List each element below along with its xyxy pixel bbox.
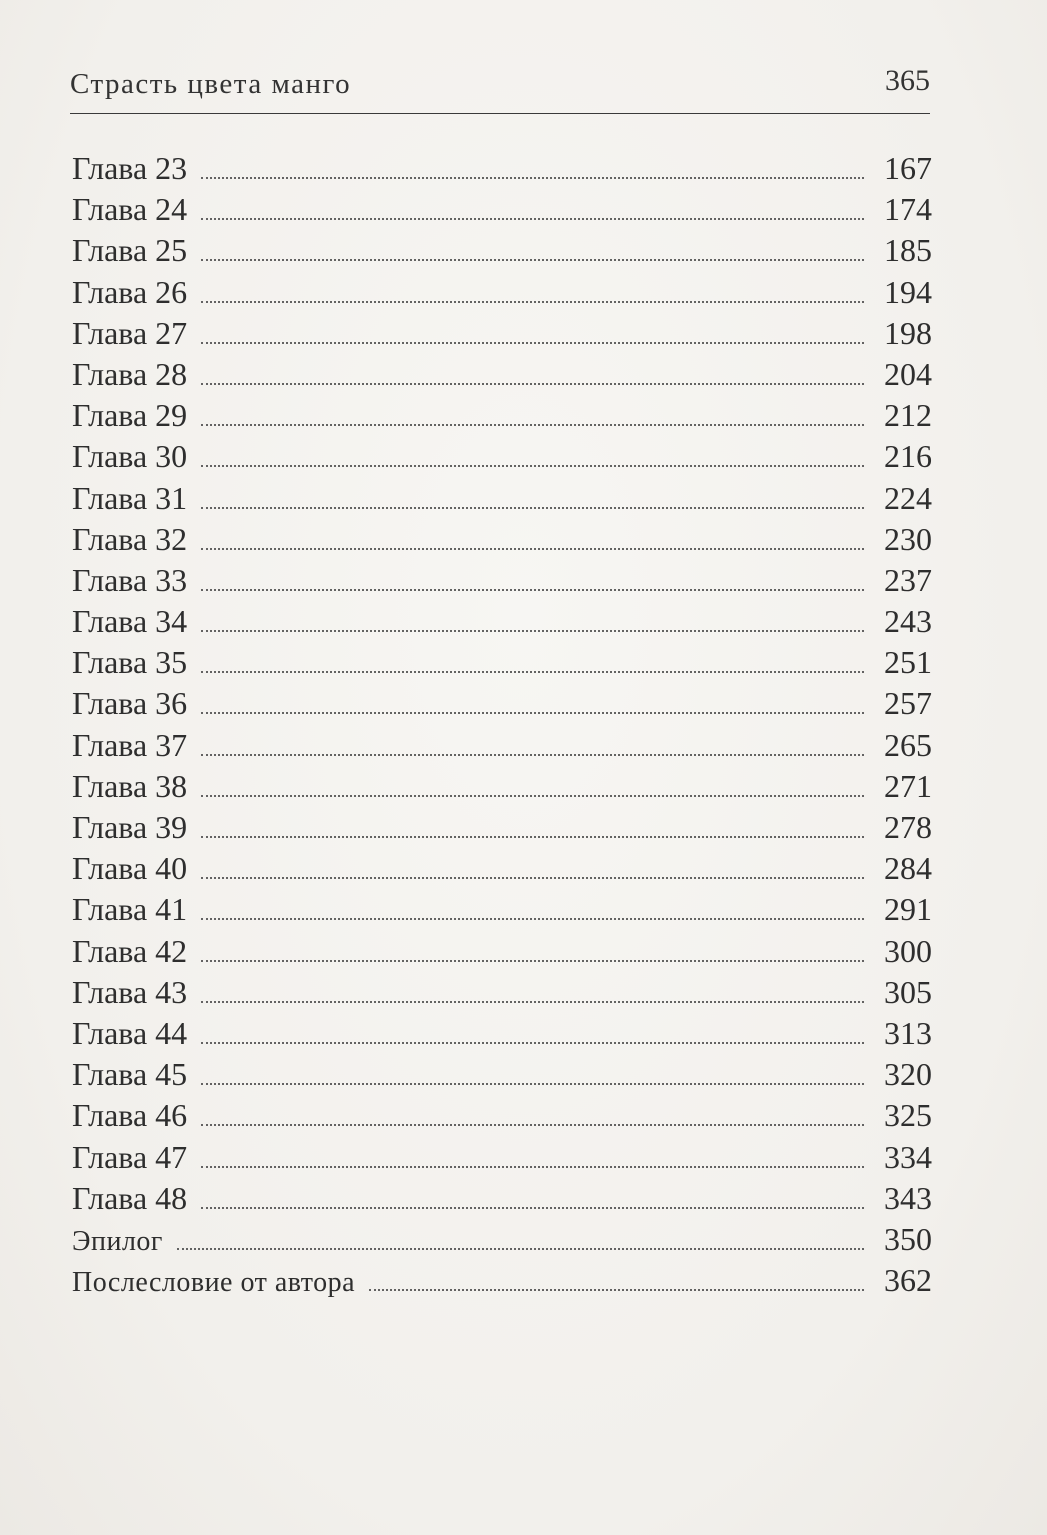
toc-entry-page: 320 [884, 1056, 932, 1093]
toc-entry-page: 265 [884, 726, 932, 763]
toc-entry-page: 334 [884, 1138, 932, 1175]
dot-leader [201, 1166, 864, 1168]
toc-entry [72, 313, 932, 354]
toc-entry [72, 725, 932, 766]
dot-leader [177, 1248, 864, 1250]
toc-entry [72, 436, 932, 477]
toc-entry [72, 642, 932, 683]
toc-entry-label: Глава 38 [72, 767, 188, 804]
toc-entry-label: Глава 27 [72, 314, 188, 351]
dot-leader [201, 836, 864, 838]
toc-entry-label: Глава 41 [72, 891, 188, 928]
dot-leader [201, 507, 864, 509]
toc-entry [72, 683, 932, 724]
toc-entry [72, 931, 932, 972]
dot-leader [201, 1124, 864, 1126]
toc-entry-label: Глава 33 [72, 561, 188, 598]
toc-entry-label: Глава 35 [72, 644, 188, 681]
dot-leader [201, 671, 864, 673]
toc-entry-label: Глава 24 [72, 191, 188, 228]
toc-entry-page: 305 [884, 973, 932, 1010]
toc-entry-label: Глава 46 [72, 1097, 188, 1134]
dot-leader [201, 918, 864, 920]
toc-entry-label: Глава 25 [72, 232, 188, 269]
toc-entry [72, 1219, 932, 1260]
toc-entry [72, 1137, 932, 1178]
toc-entry [72, 148, 932, 189]
toc-entry-page: 212 [884, 397, 932, 434]
dot-leader [369, 1289, 864, 1291]
dot-leader [201, 177, 864, 179]
toc-entry-page: 291 [884, 891, 932, 928]
toc-entry [72, 766, 932, 807]
toc-entry-page: 230 [884, 520, 932, 557]
toc-entry-label: Глава 45 [72, 1056, 188, 1093]
toc-entry [72, 1054, 932, 1095]
toc-entry-page: 313 [884, 1014, 932, 1051]
toc-entry-page: 224 [884, 479, 932, 516]
toc-entry-page: 204 [884, 355, 932, 392]
header-rule [70, 113, 930, 114]
dot-leader [201, 342, 864, 344]
toc-entry-label: Глава 26 [72, 273, 188, 310]
dot-leader [201, 1207, 864, 1209]
page-number: 365 [885, 64, 930, 97]
toc-entry-label: Глава 43 [72, 973, 188, 1010]
toc-entry [72, 354, 932, 395]
dot-leader [201, 960, 864, 962]
dot-leader [201, 259, 864, 261]
toc-entry-page: 243 [884, 603, 932, 640]
running-head [70, 64, 930, 108]
toc-entry-page: 257 [884, 685, 932, 722]
toc-entry-label: Послесловие от автора [72, 1267, 356, 1299]
toc-entry-label: Глава 36 [72, 685, 188, 722]
toc-entry [72, 1178, 932, 1219]
toc-entry-page: 300 [884, 932, 932, 969]
toc-entry [72, 848, 932, 889]
toc-entry-page: 284 [884, 850, 932, 887]
toc-entry [72, 272, 932, 313]
toc-entry [72, 1013, 932, 1054]
dot-leader [201, 754, 864, 756]
toc-entry-page: 167 [884, 150, 932, 186]
toc-entry-page: 216 [884, 438, 932, 475]
dot-leader [201, 589, 864, 591]
toc-entry [72, 889, 932, 930]
toc-entry-page: 362 [884, 1262, 932, 1299]
toc-entry-page: 198 [884, 314, 932, 351]
toc-entry-label: Глава 31 [72, 479, 188, 516]
dot-leader [201, 1083, 864, 1085]
toc-entry-page: 343 [884, 1179, 932, 1216]
toc-entry [72, 478, 932, 519]
toc-entry [72, 972, 932, 1013]
toc-entry [72, 807, 932, 848]
dot-leader [201, 424, 864, 426]
dot-leader [201, 795, 864, 797]
toc-entry-label: Глава 32 [72, 520, 188, 557]
toc-entry [72, 560, 932, 601]
toc-entry-page: 237 [884, 561, 932, 598]
dot-leader [201, 383, 864, 385]
dot-leader [201, 465, 864, 467]
toc-entry-label: Глава 48 [72, 1179, 188, 1216]
toc-entry [72, 1260, 932, 1301]
toc-entry-label: Глава 40 [72, 850, 188, 887]
toc-entry-label: Глава 29 [72, 397, 188, 434]
toc-entry [72, 519, 932, 560]
toc-entry-label: Глава 23 [72, 150, 188, 186]
dot-leader [201, 712, 864, 714]
toc-entry-page: 185 [884, 232, 932, 269]
dot-leader [201, 301, 864, 303]
toc-entry [72, 1095, 932, 1136]
toc-entry-label: Глава 44 [72, 1014, 188, 1051]
toc-entry-page: 278 [884, 809, 932, 845]
toc-entry-page: 174 [884, 191, 932, 228]
table-of-contents [72, 148, 932, 1301]
toc-entry-page: 325 [884, 1097, 932, 1134]
toc-entry [72, 189, 932, 230]
dot-leader [201, 1042, 864, 1044]
toc-entry-label: Глава 47 [72, 1138, 188, 1175]
dot-leader [201, 630, 864, 632]
toc-entry-label: Глава 39 [72, 809, 188, 845]
toc-entry-label: Эпилог [72, 1225, 163, 1257]
toc-entry [72, 230, 932, 271]
dot-leader [201, 877, 864, 879]
toc-entry-label: Глава 37 [72, 726, 188, 763]
toc-entry-label: Глава 34 [72, 603, 188, 640]
toc-entry-label: Глава 28 [72, 355, 188, 392]
toc-entry-label: Глава 30 [72, 438, 188, 475]
toc-entry-page: 194 [884, 273, 932, 310]
dot-leader [201, 1001, 864, 1003]
dot-leader [201, 218, 864, 220]
dot-leader [201, 548, 864, 550]
toc-entry-page: 271 [884, 767, 932, 804]
toc-entry [72, 601, 932, 642]
toc-entry-page: 251 [884, 644, 932, 681]
running-title: Страсть цвета манго [70, 68, 352, 100]
toc-entry-page: 350 [884, 1220, 932, 1257]
toc-entry-label: Глава 42 [72, 932, 188, 969]
toc-entry [72, 395, 932, 436]
